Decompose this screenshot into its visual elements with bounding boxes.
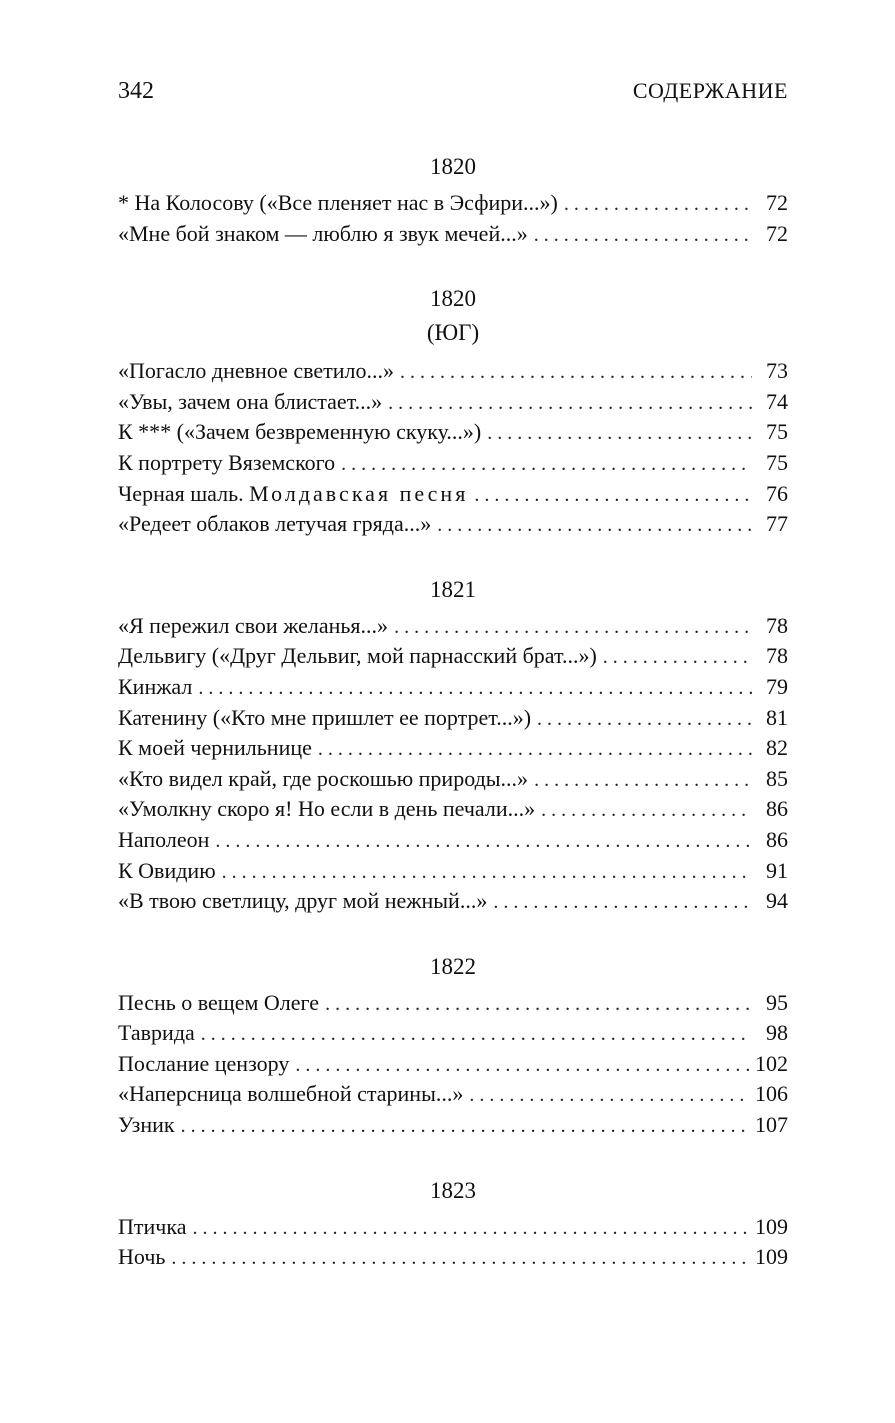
toc-entry xyxy=(118,417,788,448)
entry-title xyxy=(118,1242,171,1273)
toc-entry xyxy=(118,988,788,1019)
entry-title-text: Наполеон xyxy=(118,826,210,852)
entry-title-text: К *** («Зачем безвременную скуку...») xyxy=(118,419,482,445)
entry-title xyxy=(118,703,537,734)
dot-leader xyxy=(400,357,752,388)
entry-title xyxy=(118,641,603,672)
entry-page-number: 81 xyxy=(766,704,788,730)
entry-title-genre: Молдавская песня xyxy=(249,480,469,506)
toc-entry xyxy=(118,794,788,825)
toc-entry xyxy=(118,1079,788,1110)
dot-leader xyxy=(222,857,752,888)
section-year-heading: 1820 xyxy=(430,286,476,312)
toc-entry xyxy=(118,856,788,887)
entry-title xyxy=(118,479,474,510)
entry-title xyxy=(118,387,388,418)
entry-title xyxy=(118,886,493,917)
toc-entry xyxy=(118,641,788,672)
entry-page-number: 85 xyxy=(766,765,788,791)
entry-page-number: 102 xyxy=(755,1050,788,1076)
entry-title xyxy=(118,988,325,1019)
entry-title-text: Послание цензору xyxy=(118,1050,290,1076)
entry-title xyxy=(118,448,341,479)
dot-leader xyxy=(341,449,752,480)
toc-entry xyxy=(118,825,788,856)
section-year-heading: 1820 xyxy=(430,154,476,179)
dot-leader xyxy=(437,510,752,541)
running-head: СОДЕРЖАНИЕ xyxy=(632,78,788,103)
entry-page-number: 75 xyxy=(766,449,788,475)
toc-section xyxy=(118,152,788,249)
section-year-heading: 1821 xyxy=(430,576,476,602)
toc-entry xyxy=(118,1018,788,1049)
page-header xyxy=(118,78,788,112)
entry-title xyxy=(118,1079,469,1110)
toc-entry xyxy=(118,188,788,219)
dot-leader xyxy=(201,1019,752,1050)
entry-list xyxy=(118,611,788,917)
entry-title-text: «Увы, зачем она блистает...» xyxy=(118,388,383,414)
toc-section xyxy=(118,575,788,917)
entry-title xyxy=(118,509,437,540)
toc-section xyxy=(118,952,788,1141)
entry-title-text: Кинжал xyxy=(118,673,193,699)
entry-page-number: 109 xyxy=(755,1213,788,1239)
entry-title-text: Черная шаль. xyxy=(118,480,244,506)
dot-leader xyxy=(388,388,752,419)
entry-title-text: «Наперсница волшебной старины...» xyxy=(118,1081,464,1107)
toc-entry xyxy=(118,509,788,540)
entry-title xyxy=(118,1212,192,1243)
entry-title xyxy=(118,733,318,764)
entry-title-text: К моей чернильнице xyxy=(118,735,312,761)
entry-page-number: 78 xyxy=(766,643,788,669)
entry-page-number: 106 xyxy=(755,1081,788,1107)
entry-list xyxy=(118,1212,788,1273)
entry-title-text: Узник xyxy=(118,1112,175,1138)
dot-leader xyxy=(474,480,752,511)
entry-page-number: 95 xyxy=(766,989,788,1015)
entry-title-text: Птичка xyxy=(118,1213,187,1239)
entry-page-number: 79 xyxy=(766,673,788,699)
entry-title xyxy=(118,219,534,250)
entry-page-number: 75 xyxy=(766,419,788,445)
entry-title-text: К Овидию xyxy=(118,857,216,883)
toc-entry xyxy=(118,1110,788,1141)
dot-leader xyxy=(534,220,752,251)
entry-title xyxy=(118,794,541,825)
section-year-heading: 1822 xyxy=(430,953,476,979)
toc-entry xyxy=(118,733,788,764)
dot-leader xyxy=(469,1080,749,1111)
toc-entry xyxy=(118,611,788,642)
dot-leader xyxy=(198,673,752,704)
table-of-contents xyxy=(118,152,788,1308)
toc-section xyxy=(118,1176,788,1273)
entry-title-text: «В твою светлицу, друг мой нежный...» xyxy=(118,888,488,914)
dot-leader xyxy=(181,1111,749,1142)
entry-list xyxy=(118,188,788,249)
toc-entry xyxy=(118,703,788,734)
entry-title-text: «Погасло дневное светило...» xyxy=(118,358,394,384)
page-number: 342 xyxy=(118,78,154,104)
toc-entry xyxy=(118,387,788,418)
toc-entry xyxy=(118,886,788,917)
entry-title-text: «Умолкну скоро я! Но если в день печали...» xyxy=(118,796,536,822)
dot-leader xyxy=(394,612,752,643)
entry-title-text: * На Колосову («Все пленяет нас в Эсфири...») xyxy=(118,190,558,215)
entry-title-text: Песнь о вещем Олеге xyxy=(118,989,320,1015)
entry-list xyxy=(118,988,788,1141)
dot-leader xyxy=(295,1050,749,1081)
entry-page-number: 72 xyxy=(766,220,788,246)
dot-leader xyxy=(564,189,752,220)
toc-entry xyxy=(118,219,788,250)
entry-page-number: 86 xyxy=(766,796,788,822)
dot-leader xyxy=(541,795,752,826)
entry-title xyxy=(118,1018,201,1049)
entry-title-text: Катенину («Кто мне пришлет ее портрет...») xyxy=(118,704,532,730)
entry-title xyxy=(118,825,215,856)
dot-leader xyxy=(215,826,752,857)
toc-entry xyxy=(118,356,788,387)
entry-title xyxy=(118,1110,181,1141)
dot-leader xyxy=(534,765,752,796)
dot-leader xyxy=(318,734,752,765)
dot-leader xyxy=(192,1213,749,1244)
entry-title-text: К портрету Вяземского xyxy=(118,449,336,475)
section-year-heading: 1823 xyxy=(430,1177,476,1203)
entry-title xyxy=(118,764,534,795)
entry-list xyxy=(118,356,788,540)
entry-page-number: 107 xyxy=(755,1112,788,1138)
entry-page-number: 74 xyxy=(766,388,788,414)
entry-title xyxy=(118,417,487,448)
dot-leader xyxy=(487,418,752,449)
entry-page-number: 91 xyxy=(766,857,788,883)
entry-title xyxy=(118,672,198,703)
entry-title xyxy=(118,856,222,887)
entry-page-number: 98 xyxy=(766,1020,788,1046)
entry-title xyxy=(118,1049,295,1080)
toc-entry xyxy=(118,1049,788,1080)
entry-title-text: Таврида xyxy=(118,1020,195,1046)
entry-page-number: 86 xyxy=(766,826,788,852)
dot-leader xyxy=(537,704,752,735)
toc-entry xyxy=(118,1212,788,1243)
entry-title xyxy=(118,356,400,387)
toc-entry xyxy=(118,479,788,510)
entry-title-text: «Редеет облаков летучая гряда...» xyxy=(118,511,432,537)
entry-page-number: 72 xyxy=(766,190,788,215)
toc-entry xyxy=(118,448,788,479)
dot-leader xyxy=(603,642,752,673)
entry-title-text: «Кто видел край, где роскошью природы...» xyxy=(118,765,529,791)
toc-entry xyxy=(118,672,788,703)
entry-page-number: 77 xyxy=(766,511,788,537)
entry-page-number: 82 xyxy=(766,735,788,761)
toc-section xyxy=(118,284,788,540)
entry-page-number: 76 xyxy=(766,480,788,506)
entry-title xyxy=(118,188,564,219)
entry-title-text: «Я пережил свои желанья...» xyxy=(118,612,389,638)
dot-leader xyxy=(171,1243,749,1274)
entry-page-number: 78 xyxy=(766,612,788,638)
section-subheading: (ЮГ) xyxy=(426,320,480,346)
dot-leader xyxy=(325,989,752,1020)
entry-page-number: 73 xyxy=(766,358,788,384)
entry-page-number: 109 xyxy=(755,1244,788,1270)
dot-leader xyxy=(493,887,752,918)
entry-page-number: 94 xyxy=(766,888,788,914)
entry-title-text: Ночь xyxy=(118,1244,166,1270)
entry-title xyxy=(118,611,394,642)
toc-entry xyxy=(118,1242,788,1273)
entry-title-text: Дельвигу («Друг Дельвиг, мой парнасский брат...») xyxy=(118,643,597,669)
entry-title-text: «Мне бой знаком — люблю я звук мечей...» xyxy=(118,220,528,246)
toc-entry xyxy=(118,764,788,795)
